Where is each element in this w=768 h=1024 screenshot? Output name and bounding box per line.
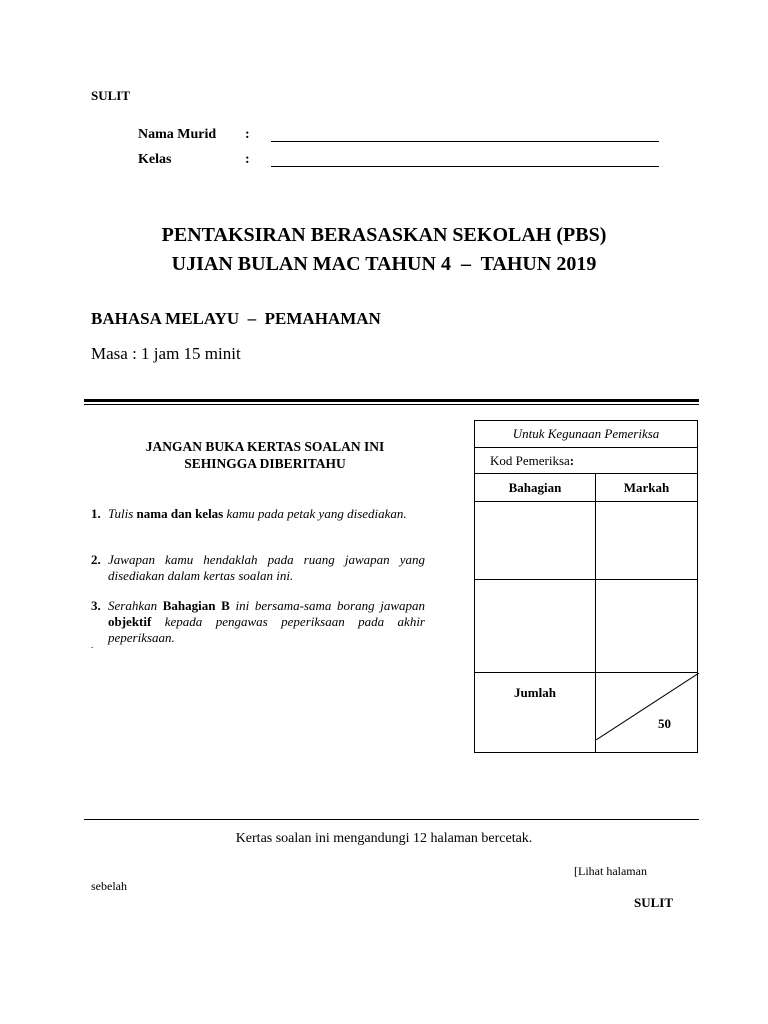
examiner-table — [474, 420, 698, 753]
diagonal-slash — [596, 673, 699, 740]
class-blank-line[interactable] — [271, 166, 659, 167]
warning-line1: JANGAN BUKA KERTAS SOALAN INI — [145, 439, 385, 454]
instruction-number: 1. — [91, 506, 101, 521]
examiner-code-cell[interactable] — [475, 448, 698, 474]
section-cell — [475, 580, 596, 673]
total-label-cell: Jumlah — [475, 673, 596, 753]
section-cell — [475, 502, 596, 580]
footer-rule — [84, 819, 699, 820]
total-marks-cell[interactable] — [596, 673, 698, 753]
student-name-blank-line[interactable] — [271, 141, 659, 142]
instruction-text: Tulis nama dan kelas kamu pada petak yang disediakan. — [108, 506, 407, 521]
see-next-page-continued: sebelah — [91, 879, 127, 893]
subject-title: BAHASA MELAYU – PEMAHAMAN — [91, 309, 381, 328]
double-rule-thin — [84, 404, 699, 405]
warning-notice — [105, 438, 425, 472]
instruction-item — [91, 506, 425, 522]
double-rule-thick — [84, 399, 699, 402]
class-label: Kelas — [138, 152, 172, 167]
examiner-code-label: Kod Pemeriksa — [490, 452, 570, 468]
marks-cell[interactable] — [596, 580, 698, 673]
instruction-number: 3. — [91, 598, 101, 613]
exam-title-line2: UJIAN BULAN MAC TAHUN 4 – TAHUN 2019 — [171, 253, 597, 275]
instruction-text: Jawapan kamu hendaklah pada ruang jawapan yang disediakan dalam kertas soalan ini. — [108, 552, 425, 583]
marks-cell[interactable] — [596, 502, 698, 580]
see-next-page-text: [Lihat halaman — [574, 864, 647, 878]
classification-label-bottom: SULIT — [634, 895, 674, 910]
instruction-number: 2. — [91, 552, 101, 567]
class-colon: : — [245, 152, 250, 167]
student-name-label: Nama Murid — [138, 127, 217, 142]
instruction-item — [91, 552, 425, 584]
warning-line2: SEHINGGA DIBERITAHU — [184, 456, 346, 471]
student-name-colon: : — [245, 127, 250, 142]
column-header-markah: Markah — [596, 474, 698, 502]
instruction-item — [91, 598, 425, 646]
examiner-table-header: Untuk Kegunaan Pemeriksa — [475, 421, 698, 448]
examiner-code-colon: : — [569, 452, 575, 468]
classification-label-top: SULIT — [91, 88, 131, 103]
total-marks-value: 50 — [658, 716, 671, 731]
instruction-text: Serahkan Bahagian B ini bersama-sama borang jawapan objektif kepada pengawas peperiksaan pada akhir peperiksaan. — [108, 598, 425, 645]
page-count-text: Kertas soalan ini mengandungi 12 halaman bercetak. — [235, 831, 533, 846]
exam-title-line1: PENTAKSIRAN BERASASKAN SEKOLAH (PBS) — [161, 224, 607, 246]
stray-mark: . — [91, 640, 94, 650]
duration-text: Masa : 1 jam 15 minit — [91, 344, 241, 363]
column-header-bahagian: Bahagian — [475, 474, 596, 502]
